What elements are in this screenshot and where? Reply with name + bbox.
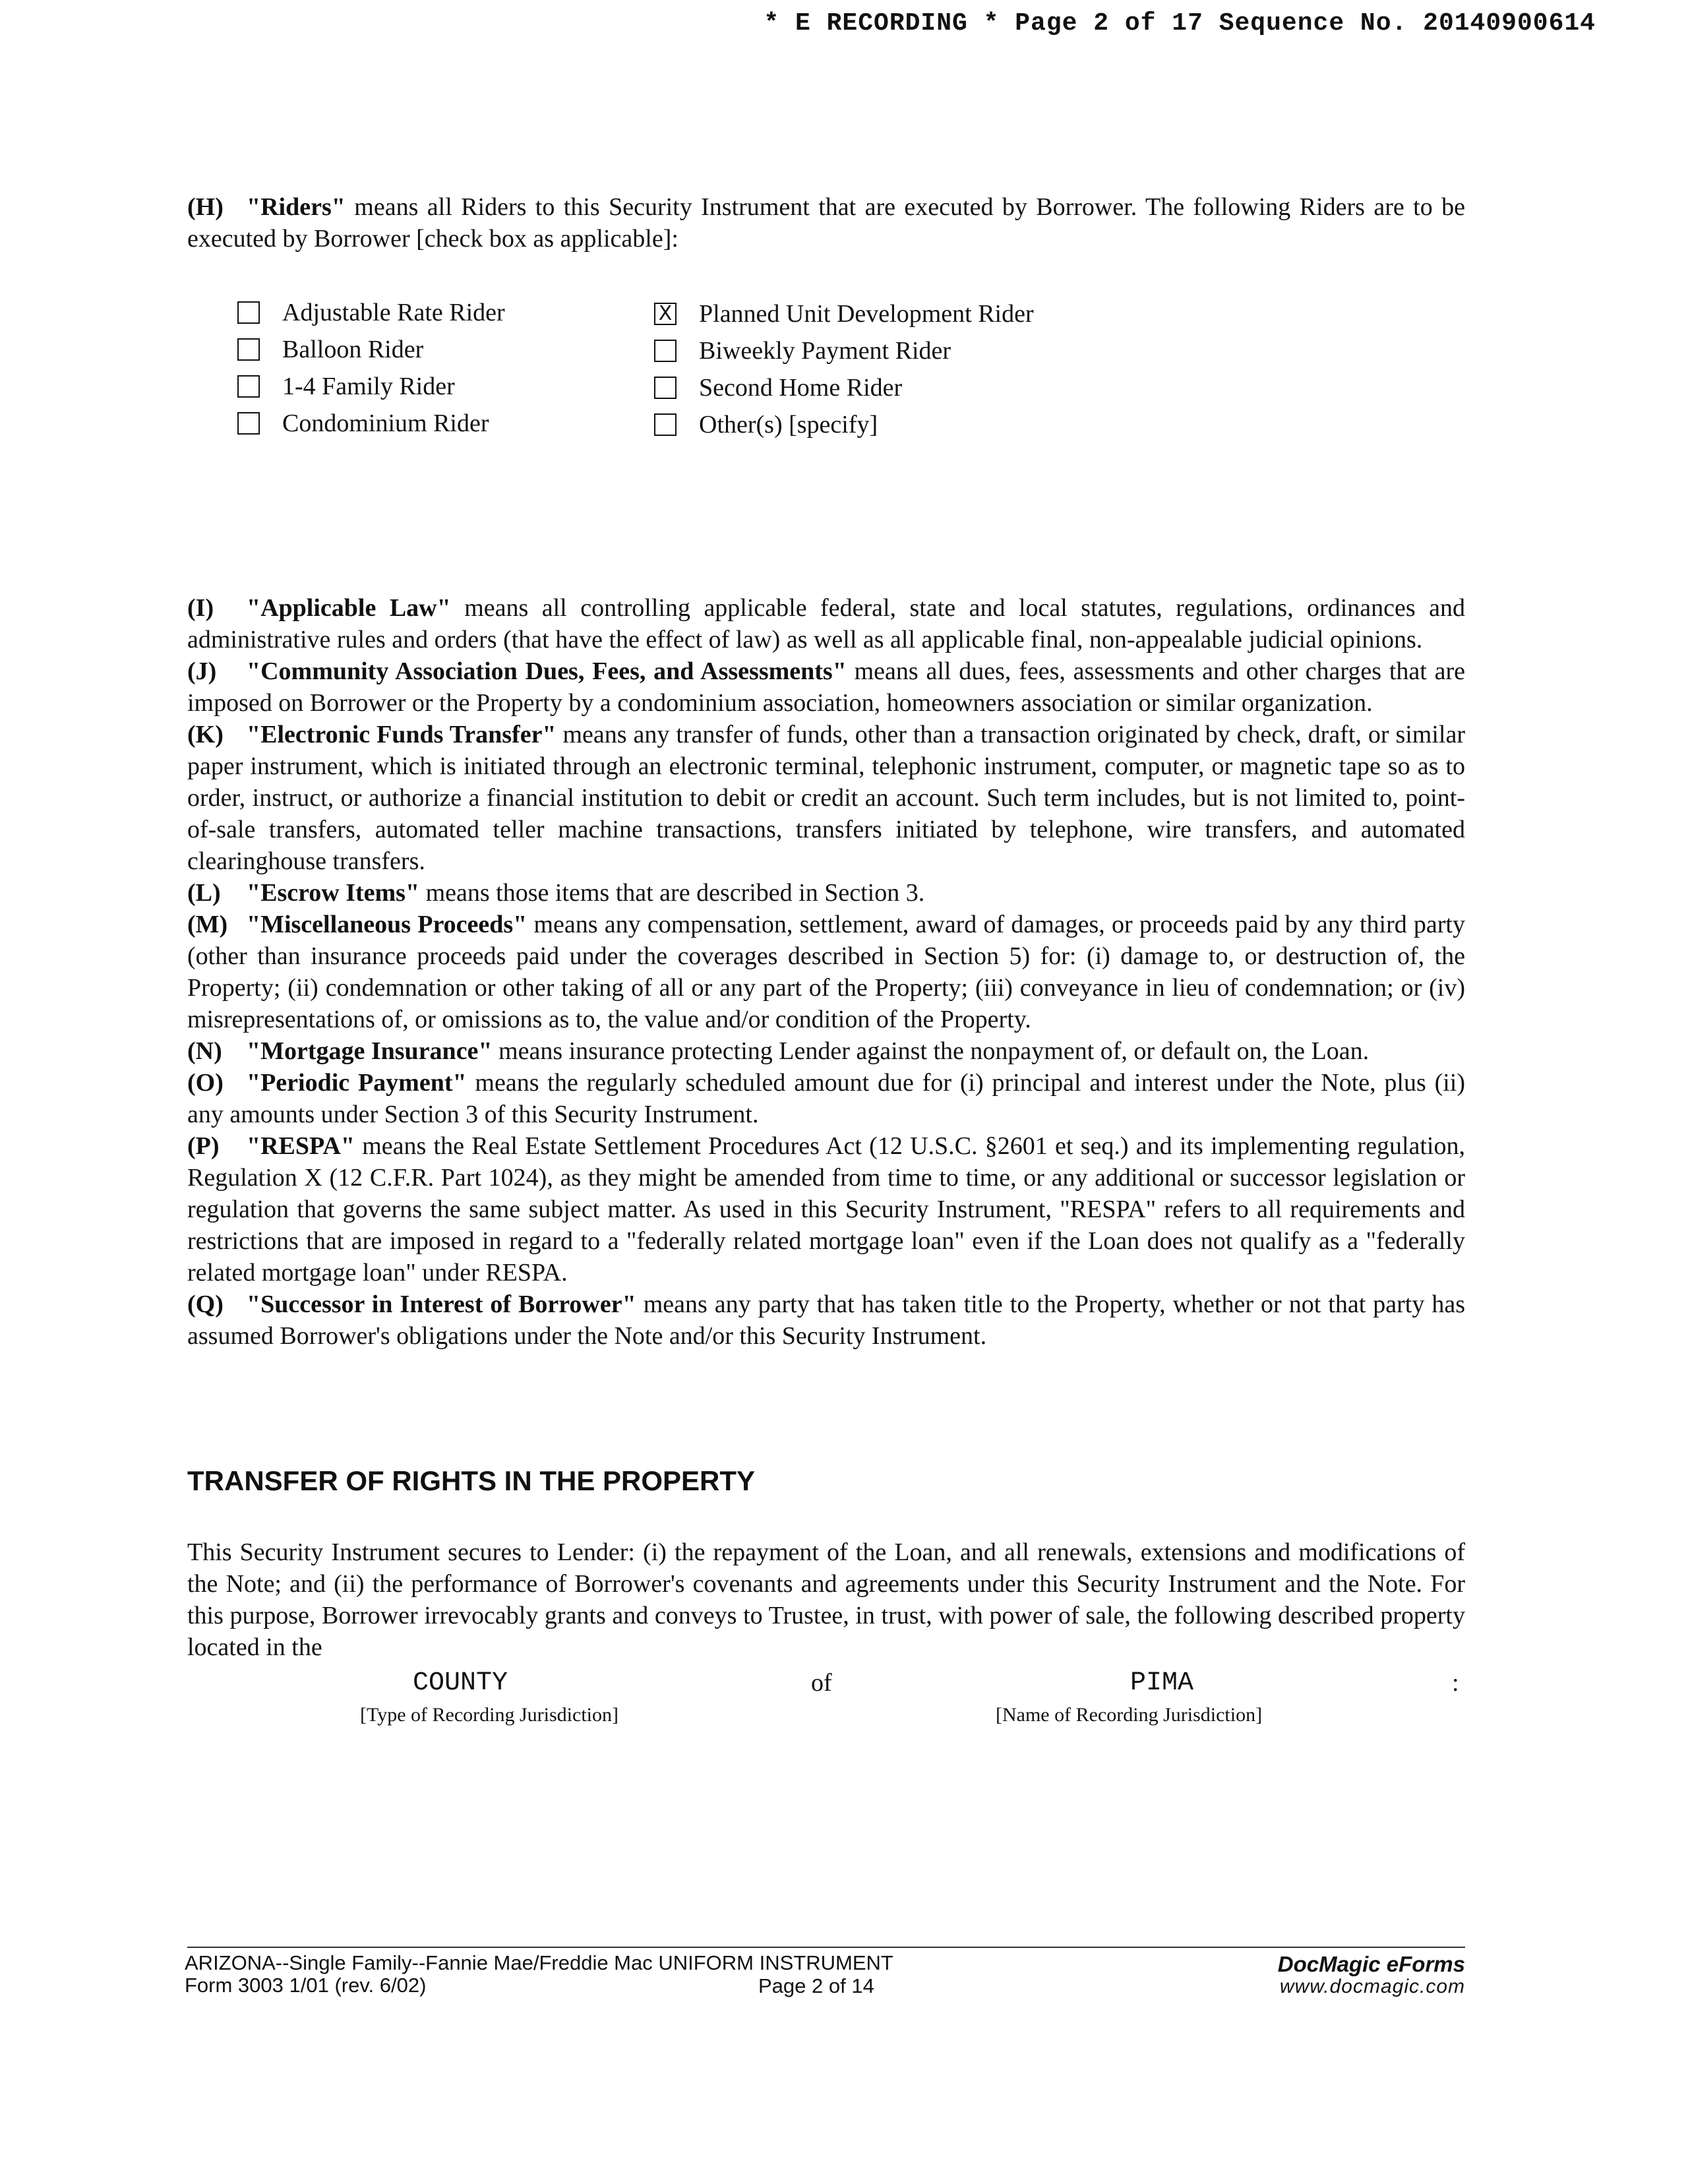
rider-planned-unit-development[interactable] [654, 295, 1034, 332]
jurisdiction-type-caption: [Type of Recording Jurisdiction] [360, 1704, 618, 1726]
rider-adjustable-rate[interactable] [237, 294, 505, 331]
of-word: of [811, 1669, 832, 1697]
definitions-list [187, 592, 1465, 1352]
rider-label: Adjustable Rate Rider [282, 299, 505, 326]
rider-label: Biweekly Payment Rider [699, 337, 951, 365]
definition-label: (K) [187, 721, 224, 748]
definition-label: (O) [187, 1069, 224, 1097]
definition-text: means all controlling applicable federal, state and local statutes, regulations, ordinances and administrative rules and orders (that have the effect of law) as well as all applicable final, non-appealable judicial opinions. [187, 594, 1466, 653]
jurisdiction-type-value: COUNTY [413, 1668, 508, 1698]
rider-label: Planned Unit Development Rider [699, 300, 1034, 328]
definition-term: "Applicable Law" [247, 594, 451, 622]
definition-text: means all dues, fees, assessments and other charges that are imposed on Borrower or the Property by a condominium association, homeowners association or similar organization. [187, 657, 1465, 717]
definition-text: means any party that has taken title to the Property, whether or not that party has assumed Borrower's obligations under the Note and/or this Security Instrument. [187, 1290, 1465, 1350]
definition-periodic-payment [187, 1067, 1465, 1130]
checkbox[interactable] [237, 338, 260, 361]
rider-1-4-family[interactable] [237, 368, 455, 405]
docmagic-logo: DocMagic eForms [1277, 1952, 1465, 1976]
rider-label: Balloon Rider [282, 336, 424, 363]
checkbox[interactable] [654, 413, 677, 436]
definition-text: means the Real Estate Settlement Procedures Act (12 U.S.C. §2601 et seq.) and its implementing regulation, Regulation X (12 C.F.R. Part 1024), as they might be amended from time to time, or any additional or successor legislation or regulation that governs the same subject matter. As used in this Security Instrument, "RESPA" refers to all requirements and restrictions that are imposed in regard to a "federally related mortgage loan" even if the Loan does not qualify as a "federally related mortgage loan" under RESPA. [187, 1132, 1465, 1287]
docmagic-website: www.docmagic.com [1279, 1976, 1465, 1997]
jurisdiction-name-value: PIMA [1130, 1668, 1194, 1698]
definition-label: (J) [187, 657, 217, 685]
definition-text: means the regularly scheduled amount due for (i) principal and interest under the Note, plus (ii) any amounts under Section 3 of this Security Instrument. [187, 1069, 1465, 1128]
definition-text: means insurance protecting Lender against the nonpayment of, or default on, the Loan. [492, 1037, 1370, 1065]
jurisdiction-name-caption: [Name of Recording Jurisdiction] [996, 1704, 1263, 1726]
definition-paragraph [187, 191, 1465, 255]
definition-label: (P) [187, 1132, 220, 1160]
rider-label: Second Home Rider [699, 374, 903, 402]
footer-brand [1278, 1953, 1465, 1998]
recording-header: * E RECORDING * Page 2 of 17 Sequence No. 20140900614 [764, 9, 1596, 38]
definition-label: (I) [187, 594, 214, 622]
rider-label: Other(s) [specify] [699, 411, 878, 439]
definition-term: "Periodic Payment" [247, 1069, 467, 1097]
definition-label: (Q) [187, 1290, 224, 1318]
colon: : [1452, 1669, 1459, 1697]
definition-label: (N) [187, 1037, 222, 1065]
rider-biweekly-payment[interactable] [654, 332, 951, 369]
definition-escrow-items [187, 877, 1465, 909]
rider-others[interactable] [654, 406, 878, 443]
definition-term: "Community Association Dues, Fees, and Assessments" [247, 657, 847, 685]
definition-label: (L) [187, 879, 221, 907]
section-title: TRANSFER OF RIGHTS IN THE PROPERTY [187, 1465, 756, 1496]
checkbox[interactable] [237, 375, 260, 398]
recording-jurisdiction-row [187, 1668, 1465, 1708]
footer-form-number: Form 3003 1/01 (rev. 6/02) [185, 1974, 427, 1997]
rider-label: 1-4 Family Rider [282, 373, 455, 400]
definition-text: means any compensation, settlement, award of damages, or proceeds paid by any third party (other than insurance proceeds paid under the coverages described in Section 5) for: (i) damage to, or destruction of, the Property; (ii) condemnation or other taking of all or any part of the Property; (iii) conveyance in lieu of condemnation; or (iv) misrepresentations of, or omissions as to, the value and/or condition of the Property. [187, 911, 1465, 1033]
checkbox[interactable]: X [654, 303, 677, 325]
definition-community-association-dues [187, 655, 1465, 719]
transfer-text: This Security Instrument secures to Lender: (i) the repayment of the Loan, and all renewals, extensions and modifications of the Note; and (ii) the performance of Borrower's covenants and agreements under this Security Instrument and the Note. For this purpose, Borrower irrevocably grants and conveys to Trustee, in trust, with power of sale, the following described property located in the [187, 1538, 1465, 1661]
definition-term: "Escrow Items" [247, 879, 420, 907]
footer-divider [187, 1947, 1465, 1948]
definition-term: "Miscellaneous Proceeds" [247, 911, 528, 938]
checkbox[interactable] [654, 340, 677, 362]
rider-balloon[interactable] [237, 331, 423, 368]
definition-mortgage-insurance [187, 1035, 1465, 1067]
footer-instrument-title: ARIZONA--Single Family--Fannie Mae/Freddie Mac UNIFORM INSTRUMENT [185, 1951, 893, 1974]
definition-term: "Riders" [247, 193, 346, 221]
definition-respa [187, 1130, 1465, 1289]
rider-condominium[interactable] [237, 405, 489, 442]
definition-term: "RESPA" [247, 1132, 355, 1160]
footer-page-number: Page 2 of 14 [758, 1974, 874, 1997]
section-h-riders [187, 191, 1465, 255]
checkbox[interactable] [237, 301, 260, 324]
rider-label: Condominium Rider [282, 410, 489, 437]
definition-applicable-law [187, 592, 1465, 655]
definition-successor-in-interest [187, 1289, 1465, 1352]
definition-term: "Electronic Funds Transfer" [247, 721, 557, 748]
definition-electronic-funds-transfer [187, 719, 1465, 877]
checkbox[interactable] [654, 377, 677, 399]
definition-miscellaneous-proceeds [187, 909, 1465, 1035]
definition-label: (H) [187, 193, 224, 221]
definition-text: means any transfer of funds, other than a transaction originated by check, draft, or similar paper instrument, which is initiated through an electronic terminal, telephonic instrument, computer, or magnetic tape so as to order, instruct, or authorize a financial institution to debit or credit an account. Such term includes, but is not limited to, point-of-sale transfers, automated teller machine transactions, transfers initiated by telephone, wire transfers, and automated clearinghouse transfers. [187, 721, 1465, 875]
transfer-paragraph [187, 1536, 1465, 1663]
definition-text: means all Riders to this Security Instrument that are executed by Borrower. The following Riders are to be executed by Borrower [check box as applicable]: [187, 193, 1465, 253]
definition-term: "Successor in Interest of Borrower" [247, 1290, 636, 1318]
riders-checklist [237, 294, 1160, 452]
rider-second-home[interactable] [654, 369, 902, 406]
definition-term: "Mortgage Insurance" [247, 1037, 493, 1065]
definition-text: means those items that are described in Section 3. [419, 879, 925, 907]
checkbox[interactable] [237, 412, 260, 435]
definition-label: (M) [187, 911, 228, 938]
